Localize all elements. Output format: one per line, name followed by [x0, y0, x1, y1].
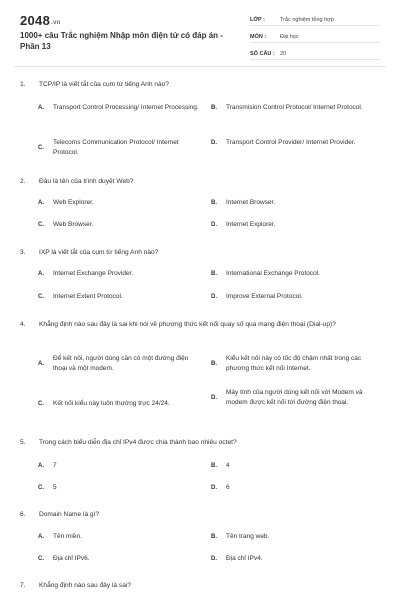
- option-d[interactable]: [211, 138, 381, 148]
- question-7: [20, 581, 380, 591]
- question-text: [20, 177, 380, 187]
- question-4: [20, 320, 380, 330]
- option-text: Địa chỉ IPv4.: [226, 555, 263, 562]
- question-text: [20, 510, 380, 520]
- option-text: Telecoms Communication Protocol/ Internet Protocol.: [53, 139, 179, 156]
- option-letter: D.: [211, 294, 217, 300]
- question-body: Domain Name là gì?: [39, 511, 100, 518]
- question-6: [20, 510, 380, 520]
- option-letter: A.: [38, 105, 44, 111]
- option-text: International Exchange Protocol.: [226, 270, 320, 277]
- option-b[interactable]: [211, 532, 381, 542]
- option-c[interactable]: [38, 483, 203, 493]
- option-text: Kết nối kiểu này luôn thường trực 24/24.: [53, 400, 170, 407]
- option-text: Internet Browser.: [226, 199, 276, 206]
- option-c[interactable]: [38, 138, 203, 158]
- option-text: 6: [226, 484, 230, 491]
- option-c[interactable]: [38, 292, 203, 302]
- option-letter: A.: [38, 463, 44, 469]
- question-body: Đâu là tên của trình duyệt Web?: [39, 178, 134, 185]
- option-text: Internet Exchange Provider.: [53, 270, 134, 277]
- option-letter: A.: [38, 361, 44, 367]
- logo-tld: .vn: [51, 20, 61, 26]
- option-letter: B.: [211, 271, 217, 277]
- option-text: 4: [226, 462, 230, 469]
- question-number: 2.: [20, 178, 26, 185]
- option-c[interactable]: [38, 399, 203, 409]
- option-letter: B.: [211, 361, 217, 367]
- option-a[interactable]: [38, 103, 203, 113]
- option-letter: C.: [38, 222, 44, 228]
- question-text: [20, 80, 380, 90]
- option-d[interactable]: [211, 220, 381, 230]
- question-2: [20, 177, 380, 187]
- question-number: 5.: [20, 439, 26, 446]
- question-number: 4.: [20, 321, 26, 328]
- option-c[interactable]: [38, 220, 203, 230]
- option-letter: D.: [211, 395, 217, 401]
- question-number: 6.: [20, 511, 26, 518]
- option-text: 5: [53, 484, 57, 491]
- question-text: [20, 248, 380, 258]
- option-text: Improve External Protocol.: [226, 293, 303, 300]
- option-text: 7: [53, 462, 57, 469]
- option-letter: C.: [38, 145, 44, 151]
- logo-number: 2048: [20, 13, 51, 28]
- option-letter: D.: [211, 556, 217, 562]
- option-d[interactable]: [211, 554, 381, 564]
- option-text: Tên trang web.: [226, 533, 270, 540]
- option-text: Kiểu kết nối này có tốc độ chậm nhất trong các phương thức kết nối Internet.: [226, 355, 362, 372]
- option-letter: C.: [38, 485, 44, 491]
- question-number: 1.: [20, 81, 26, 88]
- option-text: Địa chỉ IPv6.: [53, 555, 90, 562]
- option-b[interactable]: [211, 269, 381, 279]
- option-letter: B.: [211, 200, 217, 206]
- question-number: 7.: [20, 582, 26, 589]
- option-letter: A.: [38, 534, 44, 540]
- option-text: Tên miền.: [53, 533, 82, 540]
- option-c[interactable]: [38, 554, 203, 564]
- option-letter: B.: [211, 463, 217, 469]
- meta-value: Đại học: [280, 34, 299, 40]
- question-text: [20, 438, 380, 448]
- option-letter: D.: [211, 140, 217, 146]
- option-d[interactable]: [211, 483, 381, 493]
- option-text: Transport Control Provider/ Internet Provider.: [226, 139, 356, 146]
- option-b[interactable]: [211, 103, 381, 113]
- question-text: [20, 320, 380, 330]
- option-a[interactable]: [38, 354, 203, 374]
- question-body: Trong cách biểu diễn địa chỉ IPv4 được chia thành bao nhiêu octet?: [39, 439, 237, 446]
- option-a[interactable]: [38, 198, 203, 208]
- option-text: Để kết nối, người dùng cần có một đường điện thoại và một modem.: [53, 355, 189, 372]
- option-letter: C.: [38, 401, 44, 407]
- meta-value: Trắc nghiệm tổng hợp: [280, 17, 334, 23]
- meta-value: 20: [280, 51, 287, 57]
- question-3: [20, 248, 380, 258]
- option-letter: C.: [38, 294, 44, 300]
- option-text: Máy tính của người dùng kết nối với Modem và modem được kết nối tới đường điện thoại.: [226, 389, 363, 406]
- question-text: [20, 581, 380, 591]
- option-text: Transport Control Processing/ Internet Processing.: [53, 104, 199, 111]
- option-text: Internet Extent Protocol.: [53, 293, 123, 300]
- option-text: Transmision Control Protocol/ Internet Protocol.: [226, 104, 363, 111]
- option-letter: D.: [211, 485, 217, 491]
- option-letter: B.: [211, 534, 217, 540]
- option-text: Internet Explorer.: [226, 221, 276, 228]
- option-letter: A.: [38, 200, 44, 206]
- meta-label: LỚP :: [250, 17, 265, 23]
- option-letter: A.: [38, 271, 44, 277]
- meta-label: MÔN :: [250, 34, 267, 40]
- option-d[interactable]: [211, 292, 381, 302]
- option-a[interactable]: [38, 461, 203, 471]
- option-letter: D.: [211, 222, 217, 228]
- document-title: 1000+ câu Trắc nghiệm Nhập môn điện tử có đáp án - Phần 13: [20, 31, 223, 51]
- question-number: 3.: [20, 249, 26, 256]
- option-text: Web Explorer.: [53, 199, 94, 206]
- question-body: IXP là viết tắt của cụm từ tiếng Anh nào?: [39, 249, 159, 256]
- question-5: [20, 438, 380, 448]
- option-letter: C.: [38, 556, 44, 562]
- option-text: Web Browser.: [53, 221, 94, 228]
- question-body: TCP/IP là viết tắt của cụm từ tiếng Anh nào?: [39, 81, 170, 88]
- question-body: Khẳng định nào sau đây là sai khi nói về phương thức kết nối quay số qua mạng điện thoại (Dial-up)?: [39, 321, 336, 328]
- option-a[interactable]: [38, 532, 203, 542]
- question-body: Khẳng định nào sau đây là sai?: [39, 582, 132, 589]
- question-1: [20, 80, 380, 90]
- option-a[interactable]: [38, 269, 203, 279]
- option-b[interactable]: [211, 354, 381, 374]
- meta-label: SỐ CÂU :: [250, 51, 275, 57]
- option-letter: B.: [211, 105, 217, 111]
- option-b[interactable]: [211, 461, 381, 471]
- option-b[interactable]: [211, 198, 381, 208]
- option-d[interactable]: [211, 388, 381, 408]
